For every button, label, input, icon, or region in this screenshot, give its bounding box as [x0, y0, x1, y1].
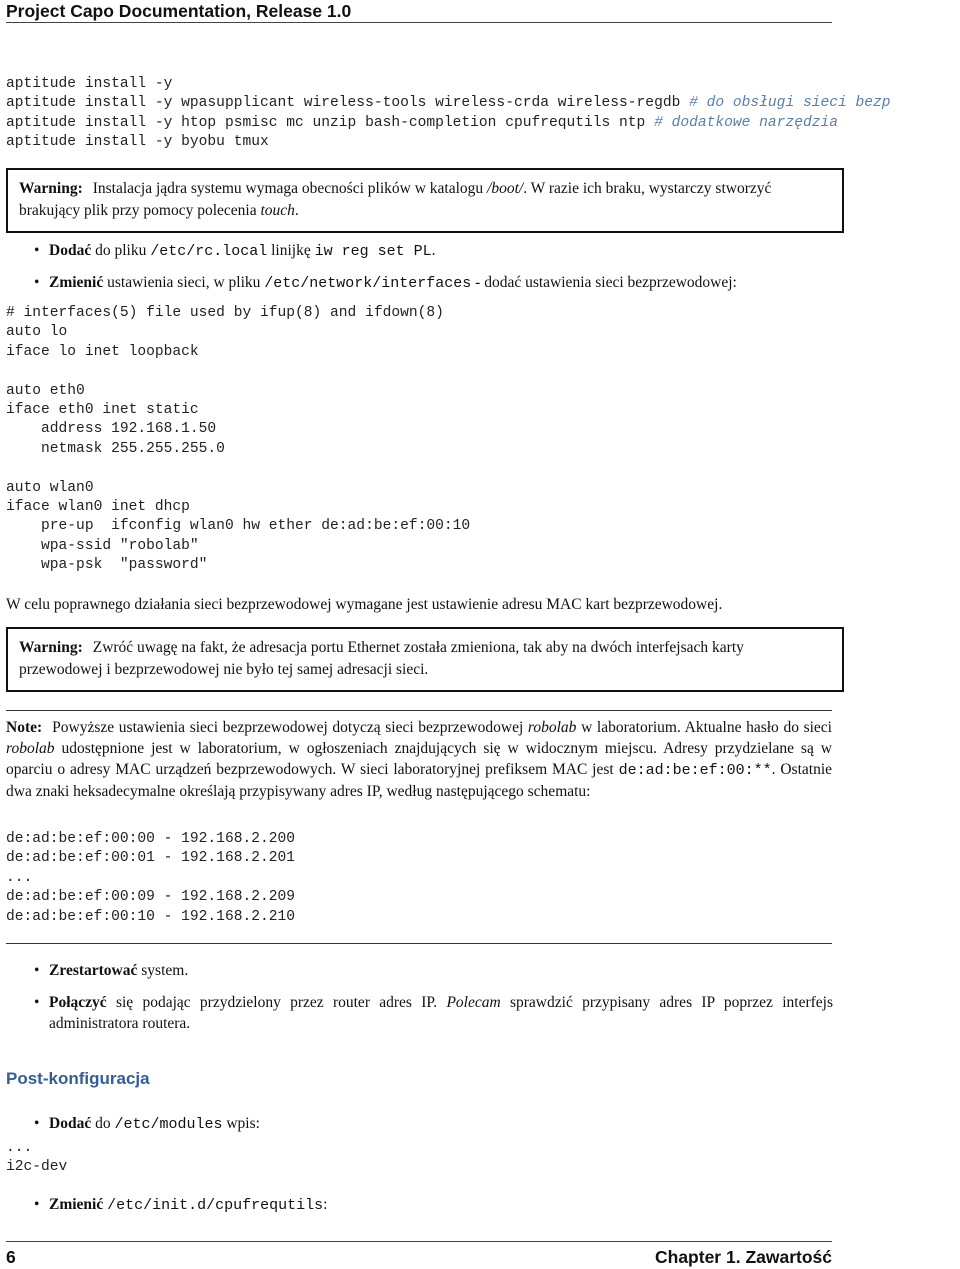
note-text: w laboratorium. Aktualne hasło do sieci — [576, 719, 832, 736]
file-path: /etc/network/interfaces — [264, 275, 472, 292]
bullet-icon: • — [34, 242, 40, 259]
bullet-action: Zmienić — [49, 1196, 104, 1213]
bullet-icon: • — [34, 1115, 40, 1132]
warning-text: Zwróć uwagę na fakt, że adresacja portu Ethernet została zmieniona, tak aby na dwóch interfejsach karty przewodowej i bezprzewodowej nie było tej samej adresacji sieci. — [19, 639, 744, 678]
mac-prefix: de:ad:be:ef:00:** — [618, 762, 772, 779]
bullet-icon: • — [34, 274, 40, 291]
bullet-text: - dodać ustawienia sieci bezprzewodowej: — [471, 274, 737, 291]
code-block-mac-mapping: de:ad:be:ef:00:00 - 192.168.2.200 de:ad:be:ef:00:01 - 192.168.2.201 ... de:ad:be:ef:00:09 - 192.168.2.209 de:ad:be:ef:00:10 - 192.168.2.210 — [6, 831, 296, 925]
bullet-icon: • — [34, 1196, 40, 1213]
note-label: Note: — [6, 719, 43, 736]
bullet-text: sprawdzić przypisany adres IP poprzez interfejs administratora routera. — [49, 994, 833, 1032]
code-text: aptitude install -y byobu tmux — [6, 134, 269, 151]
bullet-text: : — [323, 1196, 328, 1213]
code-line — [6, 95, 891, 111]
warning-box-kernel — [6, 168, 844, 233]
warning-text: . — [294, 202, 299, 219]
warning-label: Warning: — [19, 180, 83, 197]
touch-command: touch — [260, 202, 295, 219]
bullet-emphasis: Polecam — [446, 994, 501, 1011]
code-block-interfaces: # interfaces(5) file used by ifup(8) and ifdown(8) auto lo iface lo inet loopback auto eth0 iface eth0 inet static address 192.168.1.50 netmask 255.255.255.0 auto wlan0 iface wlan0 inet dhcp pre-up ifconfig wlan0 hw ether de:ad:be:ef:00:10 wpa-ssid "robolab" wpa-psk "password" — [6, 305, 471, 574]
note-box — [6, 717, 832, 802]
code-line — [6, 76, 172, 92]
bullet-text: ustawienia sieci, w pliku — [103, 274, 265, 291]
bullet-action: Zrestartować — [49, 962, 138, 979]
bullet-text: wpis: — [222, 1115, 260, 1132]
page-header-title: Project Capo Documentation, Release 1.0 — [6, 1, 352, 21]
note-text: . Ostatnie dwa znaki heksadecymalne określają przypisywany adres IP, według następującego schematu: — [6, 761, 833, 800]
network-name: robolab — [527, 719, 577, 736]
section-heading: Post-konfiguracja — [6, 1069, 150, 1088]
note-divider-top — [6, 710, 832, 711]
warning-box-ethernet — [6, 627, 844, 692]
code-comment: # dodatkowe narzędzia — [654, 114, 838, 131]
bullet-icon: • — [34, 962, 40, 979]
page-number: 6 — [6, 1247, 16, 1267]
file-path: /etc/init.d/cpufrequtils — [107, 1197, 324, 1214]
bullet-action: Zmienić — [49, 274, 104, 291]
bullet-text: linijkę — [267, 242, 315, 259]
bullet-text: do — [91, 1115, 115, 1132]
warning-text: Instalacja jądra systemu wymaga obecności plików w katalogu — [92, 180, 488, 197]
note-text: Powyższe ustawienia sieci bezprzewodowej dotyczą sieci bezprzewodowej — [52, 719, 528, 736]
file-path: /etc/modules — [114, 1116, 223, 1133]
code-text: aptitude install -y htop psmisc mc unzip bash-completion cpufrequtils ntp — [6, 114, 655, 131]
code-text: aptitude install -y wpasupplicant wireless-tools wireless-crda wireless-regdb — [6, 95, 690, 112]
bullet-text: system. — [137, 962, 189, 979]
code-block-modules: ... i2c-dev — [6, 1140, 68, 1176]
bullet-icon: • — [34, 994, 40, 1011]
code-line — [6, 115, 838, 131]
network-name: robolab — [6, 740, 55, 757]
warning-text: . W razie ich braku, wystarczy stworzyć brakujący plik przy pomocy polecenia — [19, 180, 772, 219]
bullet-action: Dodać — [49, 242, 92, 259]
footer-divider — [6, 1241, 832, 1242]
bullet-text: . — [431, 242, 436, 259]
file-path: /etc/rc.local — [150, 243, 268, 260]
boot-path: /boot/ — [487, 180, 524, 197]
chapter-label: Chapter 1. Zawartość — [655, 1247, 832, 1267]
code-line — [6, 134, 269, 150]
inline-code: iw reg set PL — [314, 243, 432, 260]
code-comment: # do obsługi sieci bezp — [689, 95, 891, 112]
bullet-action: Połączyć — [49, 994, 107, 1011]
bullet-action: Dodać — [49, 1115, 92, 1132]
paragraph-mac: W celu poprawnego działania sieci bezprzewodowej wymagane jest ustawienie adresu MAC kart bezprzewodowej. — [6, 596, 723, 613]
warning-label: Warning: — [19, 639, 83, 656]
bullet-text: się podając przydzielony przez router adres IP. — [106, 994, 447, 1011]
header-divider — [6, 22, 832, 23]
bullet-text: do pliku — [91, 242, 151, 259]
note-divider-bottom — [6, 943, 832, 944]
note-text: udostępnione jest w laboratorium, w ogłoszeniach znajdujących się w widocznym miejscu. Adresy przydzielane są w oparciu o adresy MAC urządzeń bezprzewodowych. W sieci laboratoryjnej prefiksem MAC jest — [6, 740, 832, 778]
code-text: aptitude install -y — [6, 76, 173, 92]
code-block-install — [6, 75, 960, 153]
